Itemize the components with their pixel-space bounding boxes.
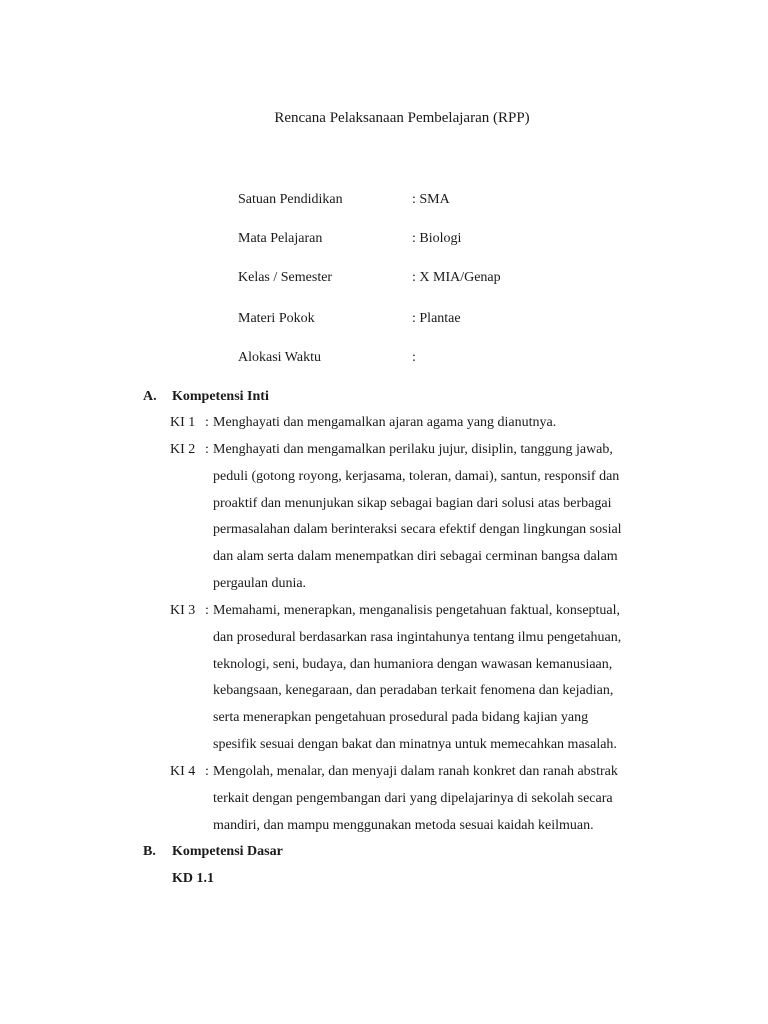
meta-row-alokasi-waktu: [238, 349, 416, 367]
meta-label: Satuan Pendidikan: [238, 192, 343, 207]
ki-item-4: [170, 759, 670, 839]
section-title: Kompetensi Dasar: [172, 844, 283, 859]
ki-line: mandiri, dan mampu menggunakan metoda sesuai kaidah keilmuan.: [213, 817, 594, 833]
ki-line: proaktif dan menunjukan sikap sebagai bagian dari solusi atas berbagai: [213, 495, 612, 511]
ki-separator: :: [205, 764, 209, 779]
ki-line: permasalahan dalam berinteraksi secara efektif dengan lingkungan sosial: [213, 522, 622, 538]
ki-line: serta menerapkan pengetahuan prosedural pada bidang kajian yang: [213, 710, 589, 726]
ki-item-1: [170, 410, 670, 437]
ki-separator: :: [205, 415, 209, 430]
ki-text: [213, 759, 670, 839]
ki-line: Mengolah, menalar, dan menyaji dalam ranah konkret dan ranah abstrak: [213, 764, 618, 779]
ki-label: KI 3: [170, 603, 196, 618]
ki-line: kebangsaan, kenegaraan, dan peradaban terkait fenomena dan kejadian,: [213, 683, 614, 699]
section-heading-kompetensi-inti: [143, 389, 269, 405]
meta-row-satuan-pendidikan: [238, 191, 450, 209]
ki-line: Menghayati dan mengamalkan perilaku jujur, disiplin, tanggung jawab,: [213, 442, 613, 457]
meta-row-kelas-semester: [238, 269, 501, 287]
meta-value: : SMA: [412, 192, 450, 207]
ki-separator: :: [205, 442, 209, 457]
ki-line: dan alam serta dalam menempatkan diri sebagai cerminan bangsa dalam: [213, 549, 618, 565]
meta-row-materi-pokok: [238, 310, 461, 328]
ki-label: KI 4: [170, 764, 196, 779]
kd-heading: KD 1.1: [172, 871, 214, 886]
meta-value: : Plantae: [412, 311, 461, 326]
ki-label: KI 1: [170, 415, 196, 430]
ki-line: teknologi, seni, budaya, dan humaniora dengan wawasan kemanusiaan,: [213, 656, 613, 672]
ki-item-2: [170, 437, 670, 598]
meta-value: :: [412, 350, 416, 365]
meta-label: Alokasi Waktu: [238, 350, 321, 365]
ki-line: peduli (gotong royong, kerjasama, toleran, damai), santun, responsif dan: [213, 468, 620, 484]
meta-row-mata-pelajaran: [238, 230, 461, 248]
ki-text: [213, 437, 670, 598]
ki-line: Menghayati dan mengamalkan ajaran agama yang dianutnya.: [213, 415, 557, 430]
meta-label: Mata Pelajaran: [238, 231, 323, 246]
document-title: Rencana Pelaksanaan Pembelajaran (RPP): [274, 110, 530, 126]
ki-line: Memahami, menerapkan, menganalisis pengetahuan faktual, konseptual,: [213, 603, 621, 618]
section-letter: B.: [143, 844, 156, 859]
ki-item-3: [170, 598, 670, 759]
ki-text: [213, 410, 670, 437]
section-title: Kompetensi Inti: [172, 389, 269, 404]
ki-line: pergaulan dunia.: [213, 575, 307, 591]
meta-value: : Biologi: [412, 231, 462, 246]
section-heading-kompetensi-dasar: [143, 844, 283, 860]
ki-line: terkait dengan pengembangan dari yang dipelajarinya di sekolah secara: [213, 790, 613, 806]
ki-label: KI 2: [170, 442, 196, 457]
meta-label: Kelas / Semester: [238, 270, 333, 285]
ki-line: spesifik sesuai dengan bakat dan minatnya untuk memecahkan masalah.: [213, 736, 617, 752]
section-letter: A.: [143, 389, 157, 404]
meta-label: Materi Pokok: [238, 311, 315, 326]
ki-separator: :: [205, 603, 209, 618]
ki-text: [213, 598, 670, 759]
ki-line: dan prosedural berdasarkan rasa ingintahunya tentang ilmu pengetahuan,: [213, 629, 622, 645]
meta-value: : X MIA/Genap: [412, 270, 501, 285]
